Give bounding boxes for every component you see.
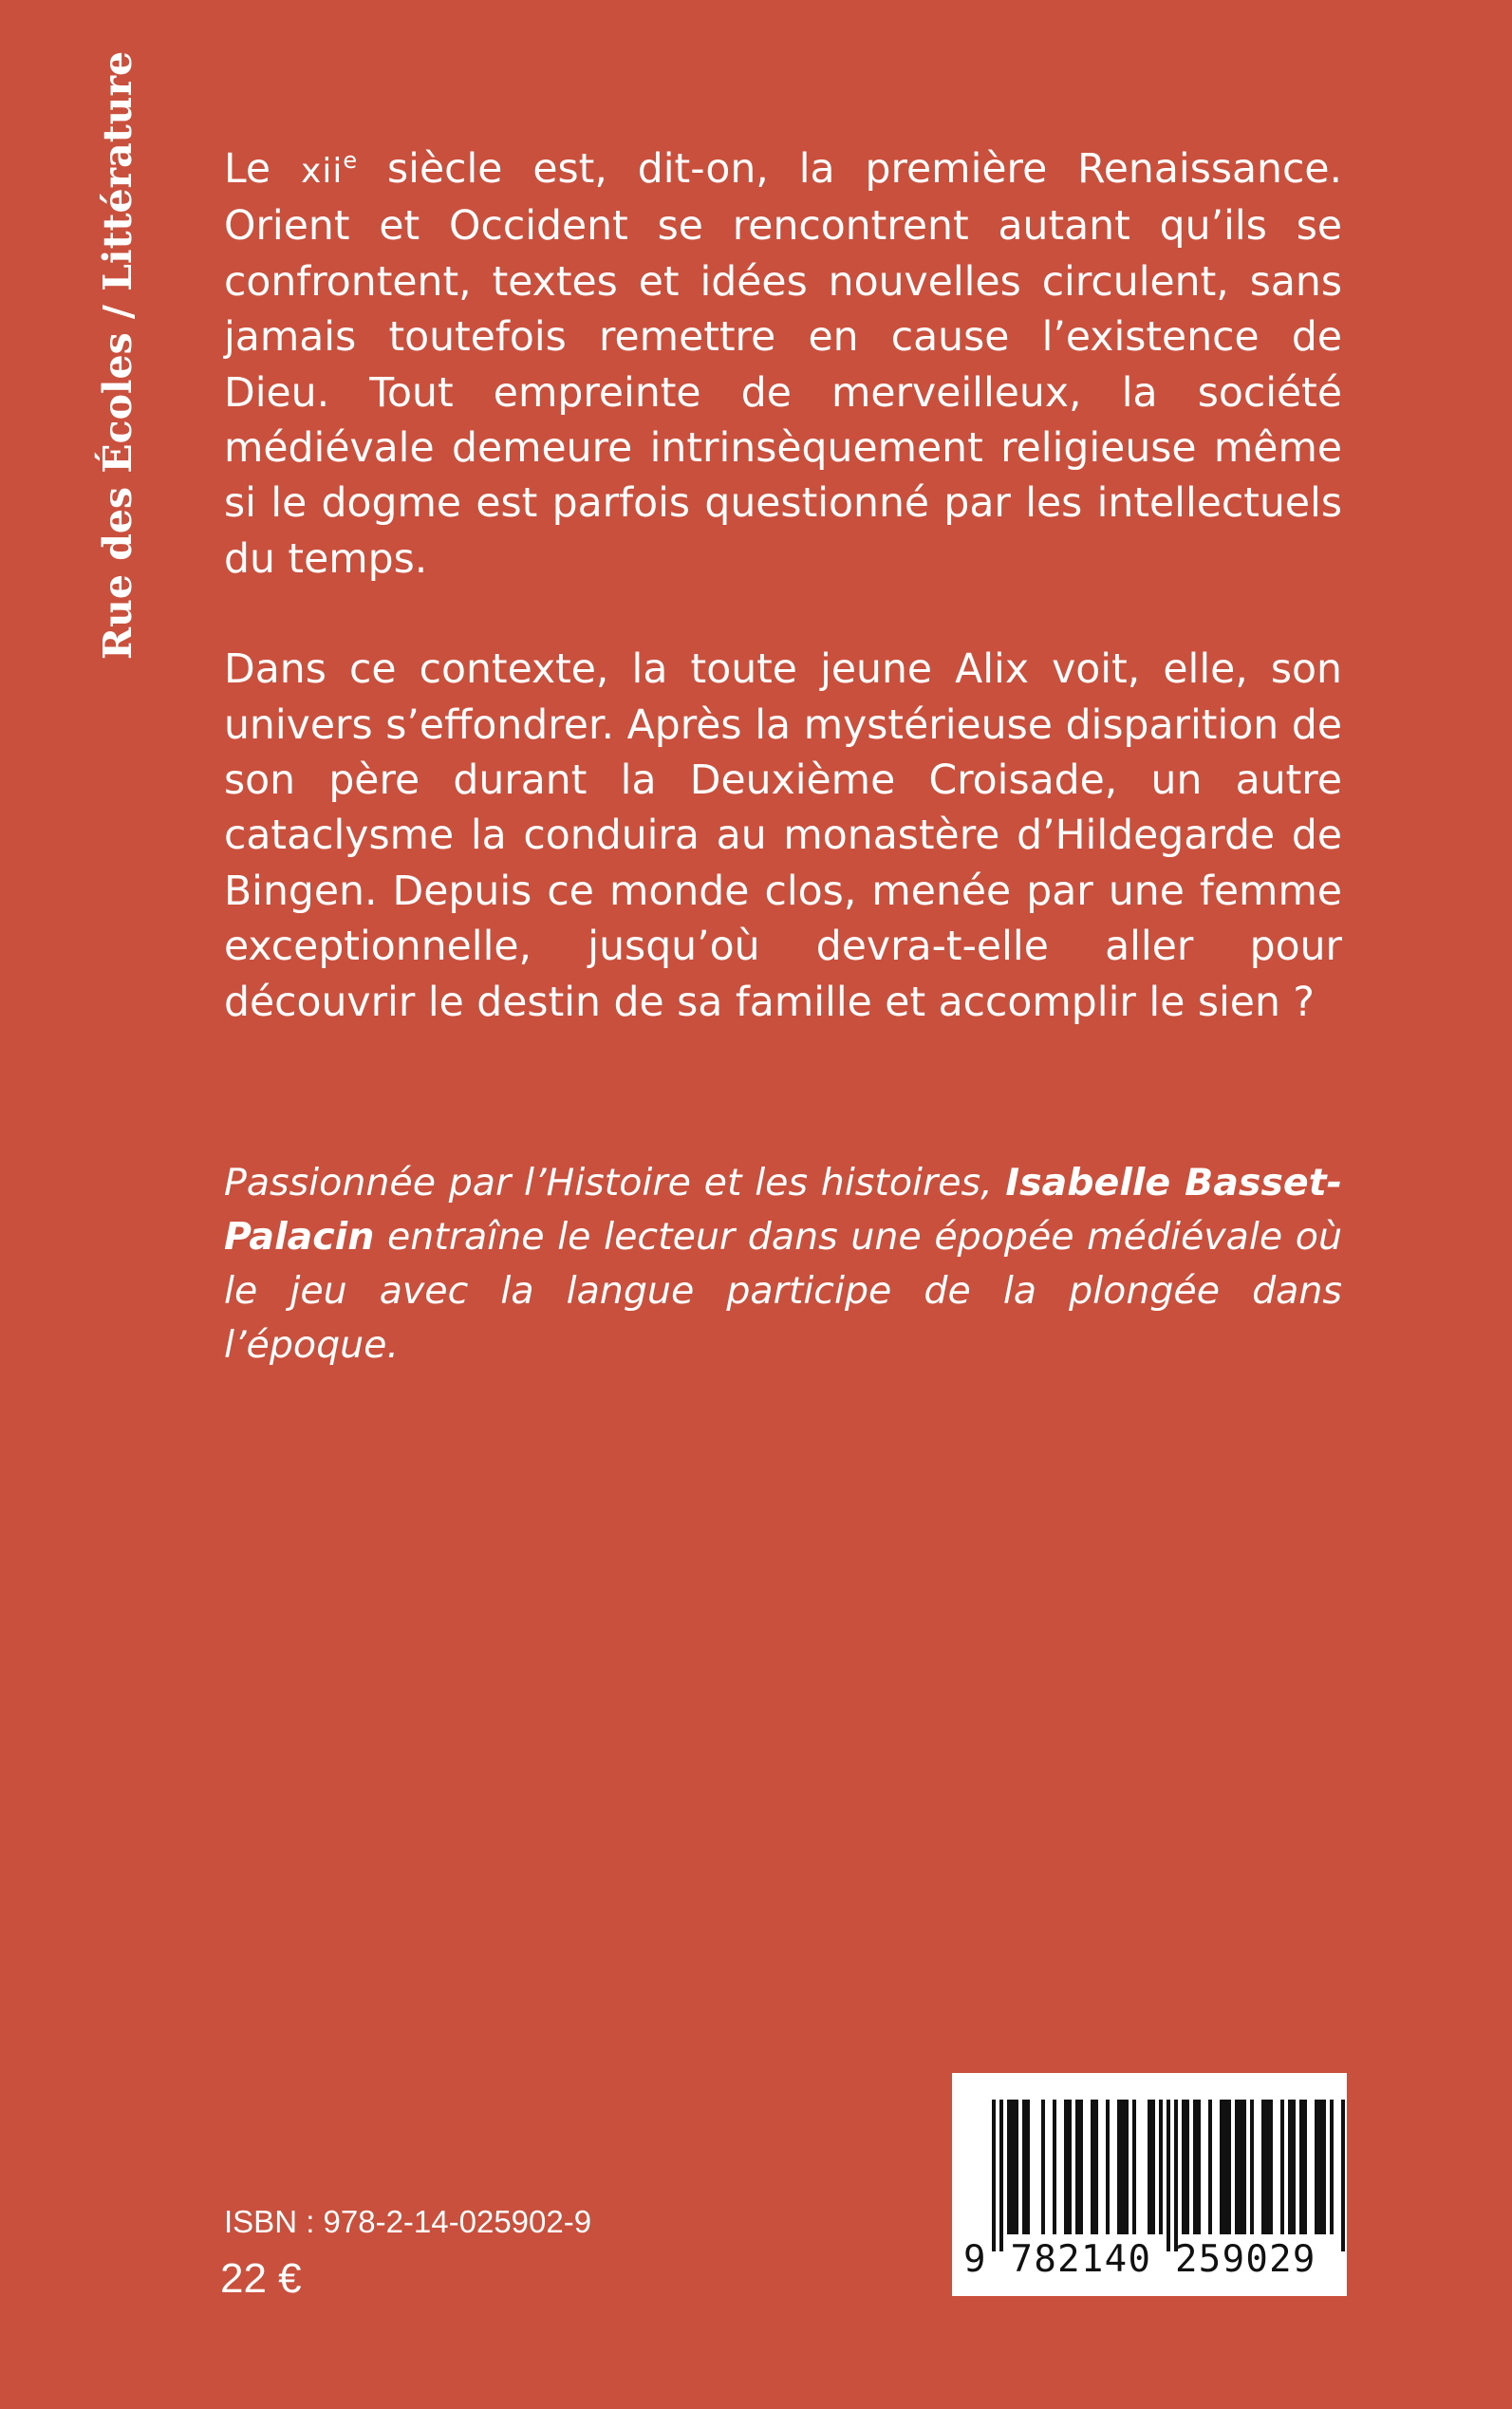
barcode-bar xyxy=(1288,2100,1292,2234)
blurb-p1-text: siècle est, dit-on, la première Renaissance. Orient et Occident se rencontrent autant qu’ils se confrontent, textes et idées nouvelles circulent, sans jamais toutefois remettre en cause l’existence de Dieu. Tout empreinte de merveilleux, la société médiévale demeure intrinsèquement religieuse même si le dogme est parfois questionné par les intellectuels du temps. xyxy=(224,146,1342,583)
barcode-bar xyxy=(1330,2100,1334,2234)
barcode-bar xyxy=(1220,2100,1223,2234)
barcode-bar xyxy=(1223,2100,1227,2234)
barcode-bar xyxy=(1148,2100,1151,2234)
blurb-paragraph-1 xyxy=(224,142,1342,588)
barcode-bar xyxy=(1064,2100,1068,2234)
barcode-bar xyxy=(1068,2100,1072,2234)
barcode-bar xyxy=(1299,2100,1303,2234)
barcode-bar xyxy=(1121,2100,1125,2234)
barcode-bar xyxy=(1269,2100,1273,2234)
barcode-bar xyxy=(1185,2100,1189,2234)
barcode-bar xyxy=(999,2100,1003,2251)
barcode-bar xyxy=(1053,2100,1056,2234)
barcode-bar xyxy=(1015,2100,1018,2234)
barcode-bar xyxy=(992,2100,996,2251)
barcode-bar xyxy=(1341,2100,1345,2251)
barcode-bar xyxy=(1208,2100,1212,2234)
barcode-bar xyxy=(1250,2100,1254,2234)
back-cover-blurb xyxy=(224,142,1342,1031)
barcode-bar xyxy=(1322,2100,1326,2234)
barcode-bar xyxy=(1125,2100,1129,2234)
blurb-p1-prefix: Le xyxy=(224,146,302,193)
isbn-text: ISBN : 978-2-14-025902-9 xyxy=(224,2204,592,2239)
barcode-bar xyxy=(1075,2100,1079,2234)
barcode-bar xyxy=(1151,2100,1155,2234)
barcode-bar xyxy=(1227,2100,1231,2234)
barcode-bar xyxy=(1242,2100,1246,2234)
barcode-bar xyxy=(1041,2100,1045,2234)
author-note xyxy=(224,1156,1342,1373)
barcode-digits: 9 782140 259029 xyxy=(963,2238,1316,2281)
barcode-bar xyxy=(1303,2100,1307,2234)
author-name: Isabelle Basset-Palacin xyxy=(224,1161,1342,1259)
barcode-bar xyxy=(1265,2100,1269,2234)
barcode-bar xyxy=(1094,2100,1098,2234)
barcode-bar xyxy=(1315,2100,1318,2234)
barcode-bar xyxy=(1079,2100,1083,2234)
series-title: Rue des Écoles / Littérature xyxy=(95,50,140,660)
spine-series-label xyxy=(95,50,180,660)
barcode-bar xyxy=(1091,2100,1094,2234)
barcode-bar xyxy=(1174,2100,1178,2251)
blurb-paragraph-2: Dans ce contexte, la toute jeune Alix voit, elle, son univers s’effondrer. Après la mystérieuse disparition de son père durant la Deuxième Croisade, un autre cataclysme la conduira au monastère d’Hildegarde de Bingen. Depuis ce monde clos, menée par une femme exceptionnelle, jusqu’où devra-t-elle aller pour découvrir le destin de sa famille et accomplir le sien ? xyxy=(224,646,1342,1026)
barcode-bar xyxy=(1182,2100,1185,2234)
barcode-bar xyxy=(1011,2100,1015,2234)
barcode-bar xyxy=(1026,2100,1030,2234)
barcode-bar xyxy=(1193,2100,1197,2234)
century-numeral: xii xyxy=(301,152,344,191)
barcode-bar xyxy=(1239,2100,1242,2234)
barcode-bar xyxy=(1132,2100,1136,2234)
barcode-bar xyxy=(1159,2100,1163,2234)
barcode-bar xyxy=(1261,2100,1265,2234)
barcode xyxy=(952,2073,1347,2296)
century-superscript: e xyxy=(343,146,358,174)
author-note-rest: entraîne le lecteur dans une épopée médiévale où le jeu avec la langue participe de la plongée dans l’époque. xyxy=(224,1215,1342,1367)
barcode-bar xyxy=(1292,2100,1296,2234)
barcode-bar xyxy=(1235,2100,1239,2234)
barcode-bar xyxy=(1106,2100,1110,2234)
barcode-bar xyxy=(1280,2100,1284,2234)
barcode-bar xyxy=(1007,2100,1011,2234)
barcode-bar xyxy=(1022,2100,1026,2234)
barcode-bar xyxy=(1318,2100,1322,2234)
author-note-intro: Passionnée par l’Histoire et les histoires, xyxy=(224,1161,1006,1204)
barcode-bar xyxy=(1197,2100,1201,2234)
barcode-bar xyxy=(1167,2100,1170,2251)
price-text: 22 € xyxy=(220,2255,302,2302)
barcode-bar xyxy=(1117,2100,1121,2234)
